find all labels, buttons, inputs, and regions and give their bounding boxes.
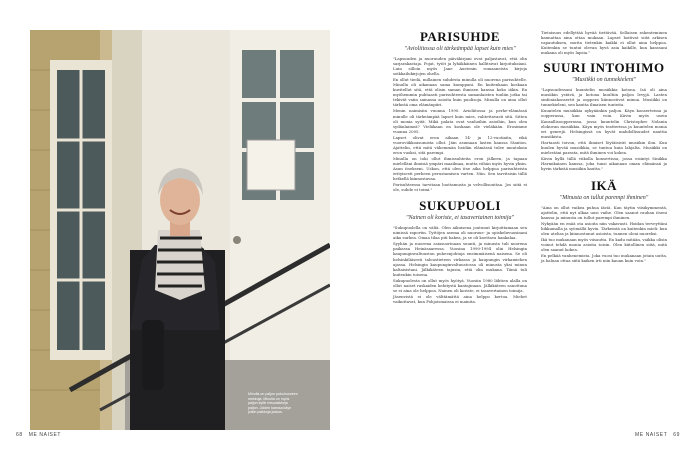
folio-right: [635, 432, 680, 438]
paragraph: Hartaasti toivon, että ihmiset löytäisivät musiikin ilon. Kun kuulen hyvää musiikkia, se tuntuu kuin lahjalta. Musiikki on mielestäni parasta, mitä ihminen voi kokea.: [541, 139, 667, 155]
paragraph: En pelkää vanhenemista. Joka vuosi tuo mukanaan jotain uutta, ja haluan ottaa siitä kaiken irti niin kauan kuin voin.": [541, 253, 667, 264]
column-left: [393, 30, 527, 305]
paragraph: "Lapsuuden ja nuoruuden päiväkirjani ovat paljastavat, että olin sarjarakastaja. Pojat, tytöt ja lyhäkkäinen hallitsivat kirjoituksiani. Luin silloin myös Jane Austenin romaaneista kirjoja seikkailukirjojen ohella.: [393, 56, 527, 77]
magazine-name-left: ME NAISET: [28, 432, 62, 438]
section-parisuhde: [393, 30, 527, 52]
paragraph: Tietoisuus edellyttää hyvää tiettävää. Sellaisen rakenteminen kannattaa aina ottaa mukaan. Lapset hoitivat siitä arkisen vapautuksen, mutta tietenkin kaikki ei ollut aina helppoa. Kuitenkin se tuntui olevan hyvä asia kaikille, kun kanssani mukana oli myös lapsia.": [541, 30, 667, 56]
paragraph: En ollut tiedä, millainen suhdesta minulla oli nuorena parisuhtelle. Minulla oli aikanaan sama kumppani. En kuitenkaan koskaan kuvitellut sitä, että olisin saman ihmisen kanssa koko iäkin. En myöhemmin puhtaasti parisuhteesta samanlaisten tuuliin jotka tai tekivät vaiin samassa asioita kuin puolisoja. Minulla on aina ollut tärkeää oma elämänpiiri.: [393, 77, 527, 108]
section-ika: [541, 179, 667, 201]
section-heading: PARISUHDE: [419, 29, 501, 44]
section-subtitle: "Musiikki on tunnekieleni": [571, 77, 637, 84]
paragraph: Menin naimisiin vuonna 1990. Avioliitossa ja perhe-elämässä minulle oli tärkeämpää lapset kuin mies, valitettavasti sitä. Sitten oli monia syitä. Mikä palata ovat vanhoihin asioihin, kun olen sydänlaimeä? Vieläkaan en koskaan ole vieläkään. Erosimme vuonna 2005.: [393, 108, 527, 134]
portrait-illustration: [30, 30, 330, 430]
page-number-left: 68: [16, 432, 23, 438]
paragraph: Ikä tuo mukanaan myös viisautta. En kadu mitään, vaikka olisin voinut tehdä monia asioita toisin. Olen kiitollinen siitä, mitä olen saanut kokea.: [541, 237, 667, 253]
paragraph: "Sukupuolella on väliä. Olen aikuisena joutunut kirjoittamaan sen nimissä raportin. Tyttöjen asema oli nuoruus- ja opiskeluvuosinani aika surkea. Omaa tilaa piti hakea, ja se oli koettava hankalaa.: [393, 225, 527, 241]
paragraph: "Lapsuudessani kuuntelin musiikkia kotona. Isä oli aina musiikin ystävä, ja kotona kuultiin paljon levyjä. Lasten sinfoniakonsertit ja ooppera kiinnostivat minua. Musiikki on tunnekieleni, sen kautta ilmaisen tunteita.: [541, 87, 667, 108]
paragraph: Sukupuolesta on ollut myös hyötyä. Vuosiin 1980 lähtien alalla on ollut naiset raskaiden kehitystä kantajinaan. Jälkikäteen sanottuna se ei aina ole helppoa. Nainen oli koriste, ei tasavertainen toimija.: [393, 277, 527, 293]
paragraph: Syyhän ja nuorena asiasuorinaan suunti, ja minusta tuli nuorena paikassa Heinäsaaressa. Vuosina 1990-1994 olin Helsingin kaupunginvaltuuston puheenjohtaja ensimmäisenä naisena. Se oli helsinkiläisesti taloustieteen virkassa ja kaupungin virkamiehen ajassa. Helsingin kaupunginvaltuustossa oli minusta yksi minun kaltaisistani. Jälkikäteen tajusin, että olin mukana. Tämä tuli kuitenkin toisena.: [393, 241, 527, 277]
photo-caption: Minulla on paljon pukuhuoneen mekkoja. Minulla on myös paljon kyllä mrsuosikkeja paljon. Joiden kanssa käyn jotkin paikkoja joskus.: [248, 392, 298, 415]
section-subtitle: "Nainen oli koriste, ei tasavertainen toimija": [405, 215, 515, 222]
section-heading: IKÄ: [590, 177, 618, 193]
column-right: [541, 30, 667, 265]
paragraph: Nykyään en enää ota asioita niin vakavasti. Hoidan terveyttäni liikkumalla ja syömällä hyvin. Tärkeintä on kuitenkin mieli: kun olen utelias ja kiinnostunut asioista, tunnen oloni nuoreksi.: [541, 221, 667, 237]
paragraph: Kuuntelen musiikkia nykyäänkin paljon. Käyn konserteissa ja oopperassa, kun vain voin. Kävin myös usein Kansallisoopperassa, jossa kuuntelin Christopher Nolanin elokuvan musiikkia. Käyn myös teatterissa ja kuuntelen monia eri genrejä. Helsingissä on hyvät mahdollisuudet nauttia musiikista.: [541, 108, 667, 139]
portrait-photo: [30, 30, 330, 430]
section-subtitle: "Minusta on tullut parempi ihminen": [559, 194, 649, 201]
section-suuri-intohimo: [541, 61, 667, 83]
paragraph: Parisuhteessa tarvitaan luottamusta ja velvollisuuttaa. Jos siitä ei ole, suhde ei toimi.": [393, 182, 527, 193]
section-heading: SUKUPUOLI: [419, 198, 501, 214]
magazine-name-right: ME NAISET: [635, 432, 668, 438]
paragraph: Lapset olivat eron aikaan 14- ja 12-vuotiaita, eikä vuoroviikkoasumista ollut. Jäin asumaan lasten kanssa Stanton. Ajattelin, että mitä vähemmän heidän elämässä tulee muutoksia eron vuoksi, sitä parempi.: [393, 134, 527, 155]
page-number-right: 69: [673, 432, 680, 438]
section-heading: SUURI INTOHIMO: [543, 60, 665, 76]
paragraph: Jäsenvistä ei ole välttämättä aina helppo kertoa. Miehet vaikuttavat, kun Pohjoismaissa ei mainita.: [393, 293, 527, 304]
folio-left: [16, 432, 61, 438]
section-sukupuoli: [393, 199, 527, 221]
paragraph: "Aina on ollut vaikea puhua iästä. Kun täytin viisikymmentä, ajattelin, että nyt alkaa uusi vaihe. Olen saanut rauhan itseni kanssa ja minusta on tullut parempi ihminen.: [541, 204, 667, 221]
paragraph: Kävin kyllä tällä viikolla konsertissa, jossa esiintyi Sinikka Harmikainen kanssa, joka tunsi aikanaan oman elämänsä ja hyvin tärkeää musiikin kautta.": [541, 155, 667, 171]
paragraph: Minulla on toki ollut ihmissuhteita eron jälkeen, ja tapaan mielelläni ihmisiä ympäri maailmaa, mutta vähän myös hyvin yksin. Asun itsekseni. Uskon, että olen itse aika helppoa parisuhteista erityisesti perheen perustamisen varten. Niin. Sen tarvitsisin tällä hetkellä kiinnostavaa.: [393, 155, 527, 182]
section-subtitle: "Avioliitossa oli tärkeämpää lapset kuin mies": [404, 46, 516, 52]
